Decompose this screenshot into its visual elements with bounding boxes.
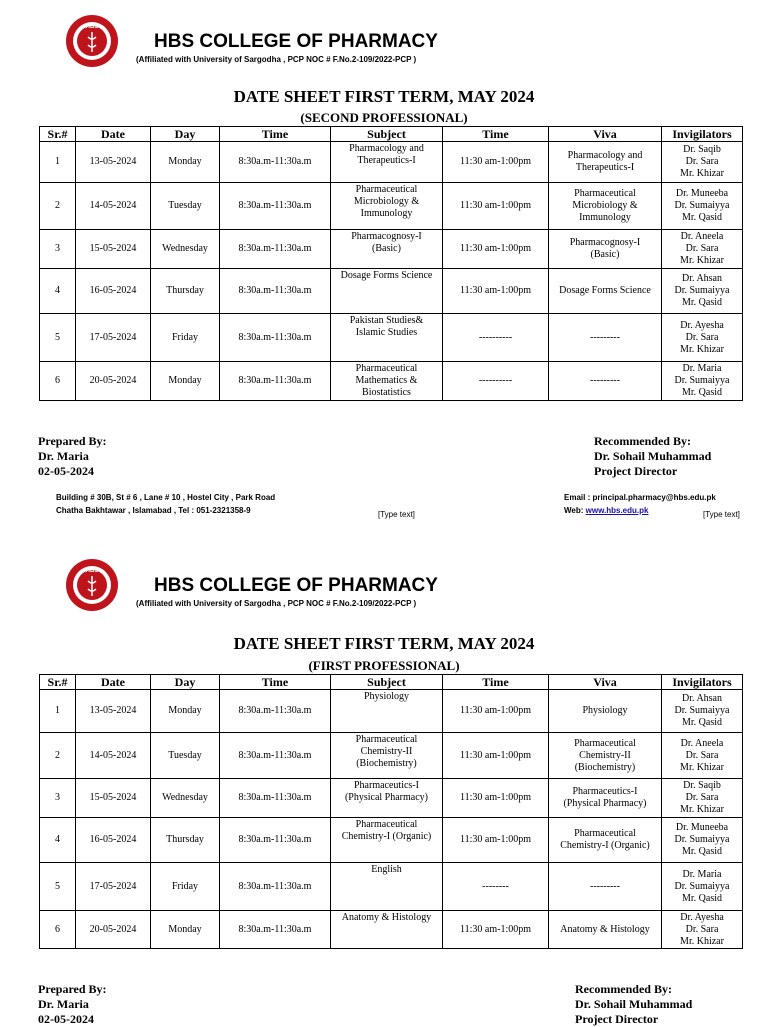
cell-invigilators-line: Mr. Khizar	[680, 168, 724, 179]
cell-subject	[331, 142, 443, 183]
cell-subject	[331, 183, 443, 230]
cell-invigilators-line: Dr. Ahsan	[682, 693, 722, 704]
cell-subject-line: Pharmacology and	[349, 143, 424, 154]
cell-viva-line: Immunology	[579, 212, 631, 223]
svg-text:HBS: HBS	[85, 568, 99, 574]
page-title: DATE SHEET FIRST TERM, MAY 2024	[233, 634, 535, 653]
cell-date: 20-05-2024	[76, 362, 151, 401]
cell-invigilators-line: Dr. Sumaiyya	[674, 705, 730, 716]
cell-time: 8:30a.m-11:30a.m	[220, 142, 331, 183]
cell-invigilators-line: Dr. Sumaiyya	[674, 200, 730, 211]
cell-invigilators-line: Dr. Sumaiyya	[674, 285, 730, 296]
cell-viva	[549, 142, 662, 183]
cell-time-2: 11:30 am-1:00pm	[443, 779, 549, 818]
cell-date: 16-05-2024	[76, 269, 151, 314]
cell-date: 14-05-2024	[76, 183, 151, 230]
cell-invigilators	[662, 911, 743, 949]
cell-day: Thursday	[151, 269, 220, 314]
cell-invigilators	[662, 183, 743, 230]
cell-date: 13-05-2024	[76, 142, 151, 183]
cell-invigilators-line: Dr. Sara	[685, 749, 719, 761]
cell-sr: 3	[40, 230, 76, 269]
table-row	[40, 230, 743, 269]
header-time: Time	[220, 127, 331, 142]
cell-time: 8:30a.m-11:30a.m	[220, 690, 331, 733]
recommended-title: Project Director	[594, 464, 678, 478]
cell-invigilators-line: Mr. Khizar	[680, 761, 724, 773]
header-time: Time	[220, 675, 331, 690]
cell-invigilators-line: Dr. Sumaiyya	[674, 375, 730, 386]
cell-invigilators-line: Dr. Muneeba	[675, 188, 729, 199]
cell-day: Monday	[151, 690, 220, 733]
cell-subject	[331, 269, 443, 314]
cell-viva	[549, 314, 662, 362]
cell-invigilators-line: Mr. Khizar	[680, 343, 724, 355]
prepared-label: Prepared By:	[38, 982, 107, 996]
table-header-row	[40, 127, 743, 142]
table-row	[40, 911, 743, 949]
cell-time-2: --------	[443, 863, 549, 911]
cell-sr: 1	[40, 690, 76, 733]
cell-subject-line: (Physical Pharmacy)	[344, 792, 429, 803]
cell-subject-line: Chemistry-II	[360, 746, 413, 757]
cell-invigilators-line: Dr. Sara	[685, 923, 719, 935]
cell-subject	[331, 911, 443, 949]
cell-invigilators	[662, 142, 743, 183]
header-time-2: Time	[443, 675, 549, 690]
cell-invigilators-line: Dr. Maria	[682, 363, 722, 374]
cell-invigilators	[662, 314, 743, 362]
table-row	[40, 818, 743, 863]
cell-subject	[331, 733, 443, 779]
affiliation: (Affiliated with University of Sargodha , PCP NOC # F.No.2-109/2022-PCP )	[136, 55, 417, 64]
header-day: Day	[151, 675, 220, 690]
header-sr: Sr.#	[40, 127, 76, 142]
cell-time: 8:30a.m-11:30a.m	[220, 911, 331, 949]
prepared-date: 02-05-2024	[38, 1012, 94, 1026]
cell-invigilators-line: Dr. Maria	[682, 868, 722, 880]
logo	[66, 15, 118, 67]
recommended-by	[594, 434, 711, 479]
cell-subject-line: Pharmacognosy-I	[351, 231, 422, 242]
header-viva: Viva	[549, 127, 662, 142]
cell-viva-line: Anatomy & Histology	[560, 923, 650, 935]
cell-viva	[549, 863, 662, 911]
cell-time: 8:30a.m-11:30a.m	[220, 733, 331, 779]
cell-subject-line: Therapeutics-I	[357, 155, 416, 166]
cell-invigilators-line: Dr. Ahsan	[682, 273, 722, 284]
cell-date: 13-05-2024	[76, 690, 151, 733]
cell-subject-line: (Basic)	[372, 243, 401, 254]
cell-day: Friday	[151, 314, 220, 362]
cell-viva-line: Pharmaceutical	[574, 737, 636, 749]
header-invigilators: Invigilators	[662, 127, 743, 142]
cell-subject	[331, 230, 443, 269]
cell-viva	[549, 733, 662, 779]
cell-sr: 4	[40, 269, 76, 314]
cell-time: 8:30a.m-11:30a.m	[220, 863, 331, 911]
table-row	[40, 733, 743, 779]
cell-time: 8:30a.m-11:30a.m	[220, 269, 331, 314]
prepared-label: Prepared By:	[38, 434, 107, 448]
cell-date: 14-05-2024	[76, 733, 151, 779]
cell-invigilators-line: Dr. Ayesha	[680, 319, 724, 331]
cell-viva-line: Pharmacognosy-I	[569, 237, 641, 248]
website-link[interactable]: www.hbs.edu.pk	[585, 506, 649, 515]
cell-date: 15-05-2024	[76, 779, 151, 818]
cell-viva	[549, 818, 662, 863]
table-row	[40, 690, 743, 733]
cell-day: Monday	[151, 142, 220, 183]
cell-time-2: 11:30 am-1:00pm	[443, 230, 549, 269]
prepared-name: Dr. Maria	[38, 997, 89, 1011]
cell-invigilators-line: Dr. Sara	[685, 792, 719, 803]
cell-subject	[331, 314, 443, 362]
cell-invigilators	[662, 863, 743, 911]
table-row	[40, 269, 743, 314]
cell-time-2: ----------	[443, 314, 549, 362]
cell-viva-line: Chemistry-II	[579, 749, 631, 761]
cell-invigilators	[662, 362, 743, 401]
cell-viva	[549, 362, 662, 401]
cell-subject-line: Immunology	[360, 208, 413, 219]
cell-sr: 1	[40, 142, 76, 183]
cell-subject-line: Pharmaceutical	[355, 819, 418, 830]
cell-sr: 6	[40, 362, 76, 401]
cell-subject-line: (Biochemistry)	[356, 758, 417, 769]
cell-viva-line: Pharmacology and	[567, 150, 643, 161]
cell-date: 16-05-2024	[76, 818, 151, 863]
cell-day: Monday	[151, 362, 220, 401]
cell-subject-line: Biostatistics	[362, 387, 411, 398]
prepared-date: 02-05-2024	[38, 464, 94, 478]
cell-viva-line: (Basic)	[590, 249, 620, 260]
cell-invigilators-line: Mr. Qasid	[682, 846, 722, 857]
page-subtitle: (SECOND PROFESSIONAL)	[300, 110, 468, 125]
cell-date: 17-05-2024	[76, 863, 151, 911]
cell-subject-line: Pharmaceutical	[355, 184, 418, 195]
table-row	[40, 142, 743, 183]
cell-time: 8:30a.m-11:30a.m	[220, 779, 331, 818]
cell-subject-line: Anatomy & Histology	[341, 912, 432, 923]
cell-sr: 4	[40, 818, 76, 863]
cell-day: Monday	[151, 911, 220, 949]
cell-viva	[549, 230, 662, 269]
cell-invigilators-line: Dr. Sumaiyya	[674, 834, 730, 845]
header-subject: Subject	[331, 675, 443, 690]
logo	[66, 559, 118, 611]
college-name: HBS COLLEGE OF PHARMACY	[154, 31, 438, 52]
cell-time: 8:30a.m-11:30a.m	[220, 362, 331, 401]
cell-subject-line: Pakistan Studies&	[349, 315, 424, 326]
cell-invigilators-line: Mr. Qasid	[682, 212, 722, 223]
cell-subject	[331, 818, 443, 863]
cell-invigilators-line: Dr. Saqib	[683, 144, 721, 155]
cell-viva-line: Pharmaceutical	[574, 188, 636, 199]
cell-invigilators	[662, 779, 743, 818]
cell-viva-line: ---------	[590, 375, 620, 386]
cell-invigilators	[662, 269, 743, 314]
header-date: Date	[76, 675, 151, 690]
cell-time: 8:30a.m-11:30a.m	[220, 314, 331, 362]
cell-invigilators-line: Mr. Qasid	[682, 297, 722, 308]
cell-time-2: ----------	[443, 362, 549, 401]
recommended-name: Dr. Sohail Muhammad	[594, 449, 712, 463]
cell-day: Tuesday	[151, 733, 220, 779]
date-sheet-table	[39, 674, 743, 949]
cell-invigilators-line: Dr. Ayesha	[680, 911, 724, 923]
cell-invigilators	[662, 690, 743, 733]
cell-day: Wednesday	[151, 230, 220, 269]
cell-subject-line: Pharmaceutics-I	[354, 780, 419, 791]
cell-invigilators-line: Dr. Sara	[685, 331, 719, 343]
cell-subject-line: Pharmaceutical	[355, 734, 418, 745]
cell-time-2: 11:30 am-1:00pm	[443, 183, 549, 230]
cell-sr: 5	[40, 314, 76, 362]
cell-viva-line: Therapeutics-I	[575, 162, 635, 173]
cell-day: Thursday	[151, 818, 220, 863]
cell-subject	[331, 362, 443, 401]
cell-day: Tuesday	[151, 183, 220, 230]
date-sheet-table	[39, 126, 743, 401]
cell-sr: 2	[40, 183, 76, 230]
address-line-2: Chatha Bakhtawar , Islamabad , Tel : 051-2321358-9	[56, 506, 251, 515]
prepared-name: Dr. Maria	[38, 449, 89, 463]
header-date: Date	[76, 127, 151, 142]
table-row	[40, 863, 743, 911]
cell-viva-line: Physiology	[582, 705, 628, 716]
cell-time-2: 11:30 am-1:00pm	[443, 911, 549, 949]
cell-viva	[549, 911, 662, 949]
cell-viva-line: Chemistry-I (Organic)	[560, 840, 650, 851]
cell-invigilators-line: Mr. Qasid	[682, 892, 722, 904]
cell-day: Wednesday	[151, 779, 220, 818]
header-subject: Subject	[331, 127, 443, 142]
header-time-2: Time	[443, 127, 549, 142]
cell-subject-line: Microbiology &	[353, 196, 420, 207]
recommended-title: Project Director	[575, 1012, 659, 1026]
recommended-label: Recommended By:	[575, 982, 672, 996]
cell-sr: 6	[40, 911, 76, 949]
page-title: DATE SHEET FIRST TERM, MAY 2024	[233, 87, 535, 106]
cell-subject-line: Chemistry-I (Organic)	[341, 831, 432, 842]
cell-time: 8:30a.m-11:30a.m	[220, 818, 331, 863]
cell-subject-line: Physiology	[363, 691, 409, 702]
header-invigilators: Invigilators	[662, 675, 743, 690]
cell-invigilators-line: Dr. Saqib	[683, 780, 721, 791]
cell-invigilators	[662, 818, 743, 863]
cell-time: 8:30a.m-11:30a.m	[220, 230, 331, 269]
header-sr: Sr.#	[40, 675, 76, 690]
header-day: Day	[151, 127, 220, 142]
cell-invigilators-line: Mr. Khizar	[680, 255, 724, 266]
address	[56, 491, 275, 517]
cell-time-2: 11:30 am-1:00pm	[443, 690, 549, 733]
cell-subject-line: Mathematics &	[355, 375, 418, 386]
cell-invigilators	[662, 230, 743, 269]
college-name: HBS COLLEGE OF PHARMACY	[154, 575, 438, 596]
type-text-placeholder-2: [Type text]	[703, 510, 740, 519]
cell-time-2: 11:30 am-1:00pm	[443, 733, 549, 779]
cell-invigilators-line: Dr. Muneeba	[675, 822, 729, 833]
cell-subject-line: Pharmaceutical	[355, 363, 418, 374]
cell-date: 20-05-2024	[76, 911, 151, 949]
cell-subject-line: English	[371, 864, 402, 875]
prepared-by	[38, 982, 107, 1027]
cell-viva	[549, 690, 662, 733]
cell-subject	[331, 779, 443, 818]
table-header-row	[40, 675, 743, 690]
cell-time-2: 11:30 am-1:00pm	[443, 269, 549, 314]
cell-viva	[549, 269, 662, 314]
cell-viva-line: Dosage Forms Science	[559, 285, 651, 296]
cell-date: 17-05-2024	[76, 314, 151, 362]
cell-day: Friday	[151, 863, 220, 911]
cell-sr: 5	[40, 863, 76, 911]
type-text-placeholder: [Type text]	[378, 510, 415, 519]
cell-invigilators-line: Dr. Aneela	[680, 231, 724, 242]
cell-viva-line: Pharmaceutics-I	[572, 786, 638, 797]
cell-viva-line: (Biochemistry)	[574, 761, 636, 773]
cell-viva	[549, 779, 662, 818]
cell-viva-line: (Physical Pharmacy)	[563, 798, 647, 809]
cell-time: 8:30a.m-11:30a.m	[220, 183, 331, 230]
cell-viva-line: Pharmaceutical	[574, 828, 636, 839]
email-text: Email : principal.pharmacy@hbs.edu.pk	[564, 493, 716, 502]
cell-date: 15-05-2024	[76, 230, 151, 269]
cell-viva-line: ---------	[590, 331, 620, 343]
cell-subject	[331, 690, 443, 733]
cell-viva	[549, 183, 662, 230]
table-row	[40, 314, 743, 362]
prepared-by	[38, 434, 107, 479]
header-viva: Viva	[549, 675, 662, 690]
recommended-name: Dr. Sohail Muhammad	[575, 997, 693, 1011]
cell-invigilators-line: Dr. Aneela	[680, 737, 724, 749]
table-row	[40, 779, 743, 818]
cell-invigilators-line: Mr. Khizar	[680, 804, 724, 815]
cell-subject-line: Dosage Forms Science	[340, 270, 433, 281]
cell-subject	[331, 863, 443, 911]
cell-invigilators	[662, 733, 743, 779]
cell-viva-line: ---------	[590, 880, 620, 892]
svg-text:HBS: HBS	[85, 24, 99, 30]
affiliation: (Affiliated with University of Sargodha , PCP NOC # F.No.2-109/2022-PCP )	[136, 599, 417, 608]
cell-time-2: 11:30 am-1:00pm	[443, 818, 549, 863]
contact	[564, 491, 716, 517]
cell-viva-line: Microbiology &	[572, 200, 638, 211]
recommended-label: Recommended By:	[594, 434, 691, 448]
page-subtitle: (FIRST PROFESSIONAL)	[308, 658, 460, 673]
cell-subject-line: Islamic Studies	[355, 327, 418, 338]
cell-sr: 2	[40, 733, 76, 779]
cell-invigilators-line: Mr. Qasid	[682, 387, 722, 398]
recommended-by	[575, 982, 692, 1027]
cell-invigilators-line: Dr. Sara	[685, 243, 719, 254]
table-row	[40, 362, 743, 401]
web-label: Web:	[564, 506, 586, 515]
cell-invigilators-line: Mr. Qasid	[682, 717, 722, 728]
cell-sr: 3	[40, 779, 76, 818]
table-row	[40, 183, 743, 230]
cell-invigilators-line: Mr. Khizar	[680, 935, 724, 947]
cell-time-2: 11:30 am-1:00pm	[443, 142, 549, 183]
cell-invigilators-line: Dr. Sumaiyya	[674, 880, 730, 892]
address-line-1: Building # 30B, St # 6 , Lane # 10 , Hostel City , Park Road	[56, 493, 276, 502]
cell-invigilators-line: Dr. Sara	[685, 156, 719, 167]
